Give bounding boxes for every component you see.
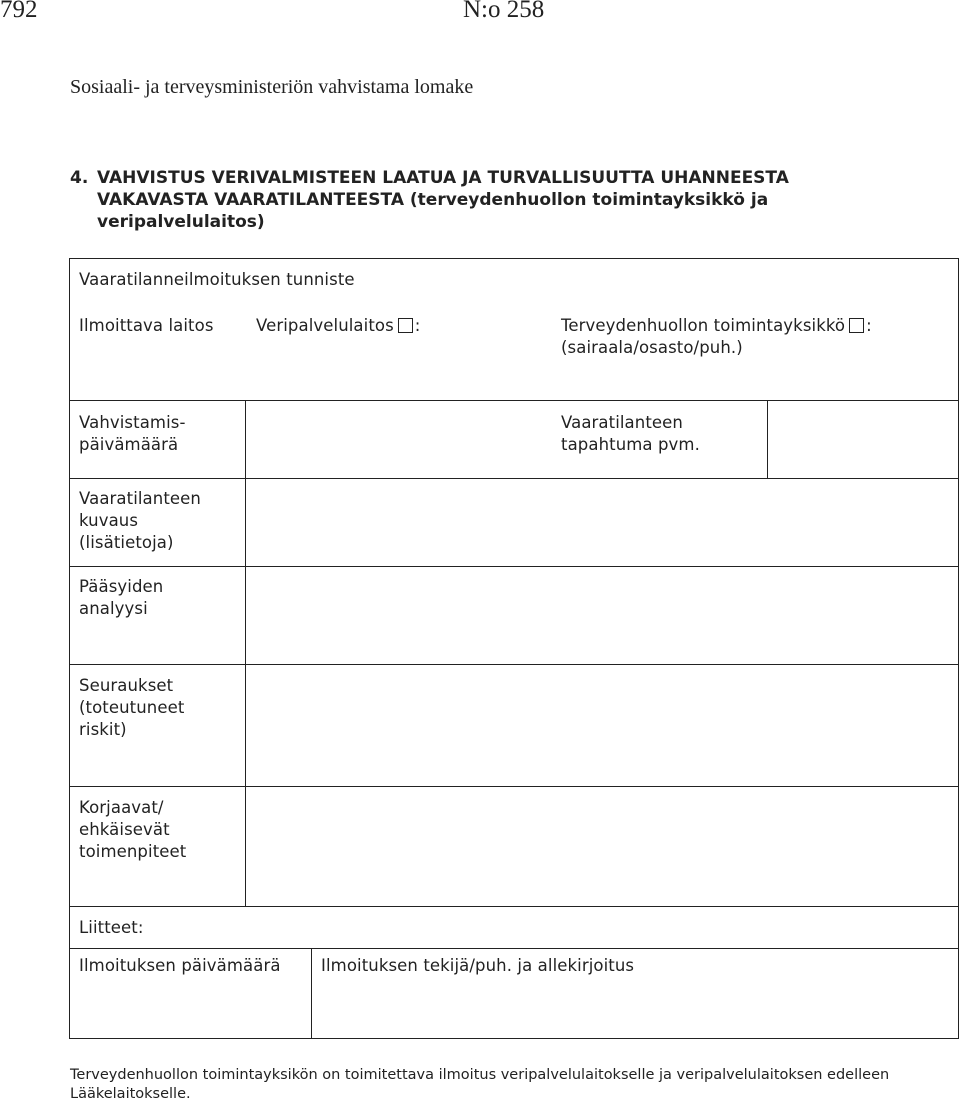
report-date-label: Ilmoituksen päivämäärä [79,956,281,975]
colon: : [414,316,421,335]
label-line: päivämäärä [79,435,179,454]
incident-date-field[interactable] [768,401,956,477]
label-line: (lisätietoja) [79,533,174,552]
health-unit-checkbox[interactable] [849,318,864,333]
section-number: 4. [70,168,89,188]
incident-date-label [561,412,700,456]
health-unit-option[interactable] [561,315,872,337]
colon: : [866,316,872,335]
label-line: Pääsyiden [79,577,164,596]
reporter-signature-label: Ilmoituksen tekijä/puh. ja allekirjoitus [321,956,635,975]
attachments-label: Liitteet: [79,918,144,937]
label-line: Korjaavat/ [79,798,164,817]
incident-identifier-label: Vaaratilanneilmoituksen tunniste [79,270,355,289]
report-date-field[interactable] [71,980,309,1036]
row-divider [70,948,958,949]
consequences-field[interactable] [246,567,956,663]
label-line: toimenpiteet [79,842,187,861]
label-line: Vaaratilanteen [79,489,201,508]
reporting-institution-label: Ilmoittava laitos [79,316,214,335]
label-line: (toteutuneet [79,698,185,717]
label-line: ehkäisevät [79,820,170,839]
label-line: Vaaratilanteen [561,413,683,432]
blood-service-label: Veripalvelulaitos [256,316,394,335]
corrective-actions-field[interactable] [246,787,956,904]
label-line: tapahtuma pvm. [561,435,700,454]
blood-service-option[interactable] [256,315,420,337]
form-subtitle: Sosiaali- ja terveysministeriön vahvistama lomake [70,76,474,98]
page-number: 792 [0,0,38,23]
confirmation-date-label [79,412,186,456]
health-unit-label: Terveydenhuollon toimintayksikkö [561,316,846,335]
label-line: kuvaus [79,511,139,530]
reporter-signature-field[interactable] [312,980,956,1036]
row-divider [70,664,958,665]
root-cause-label [79,576,163,620]
blood-service-checkbox[interactable] [398,318,413,333]
footer-note: Terveydenhuollon toimintayksikön on toimitettava ilmoitus veripalvelulaitokselle ja veripalvelulaitoksen edelleen Lääkelaitokselle. [70,1067,890,1102]
label-line: Vahvistamis- [79,413,186,432]
corrective-actions-label [79,797,186,863]
row-divider [70,906,958,907]
document-number: N:o 258 [463,0,545,23]
incident-description-label [79,488,201,554]
label-line: riskit) [79,720,127,739]
section-heading [70,167,900,233]
consequences-label [79,675,184,741]
label-line: Seuraukset [79,676,174,695]
health-unit-hint: (sairaala/osasto/puh.) [561,338,743,357]
section-title: VAHVISTUS VERIVALMISTEEN LAATUA JA TURVALLISUUTTA UHANNEESTA VAKAVASTA VAARATILANTEESTA (terveydenhuollon toimintayksikkö ja veripalvelulaitos) [97,168,789,232]
label-line: analyysi [79,599,148,618]
